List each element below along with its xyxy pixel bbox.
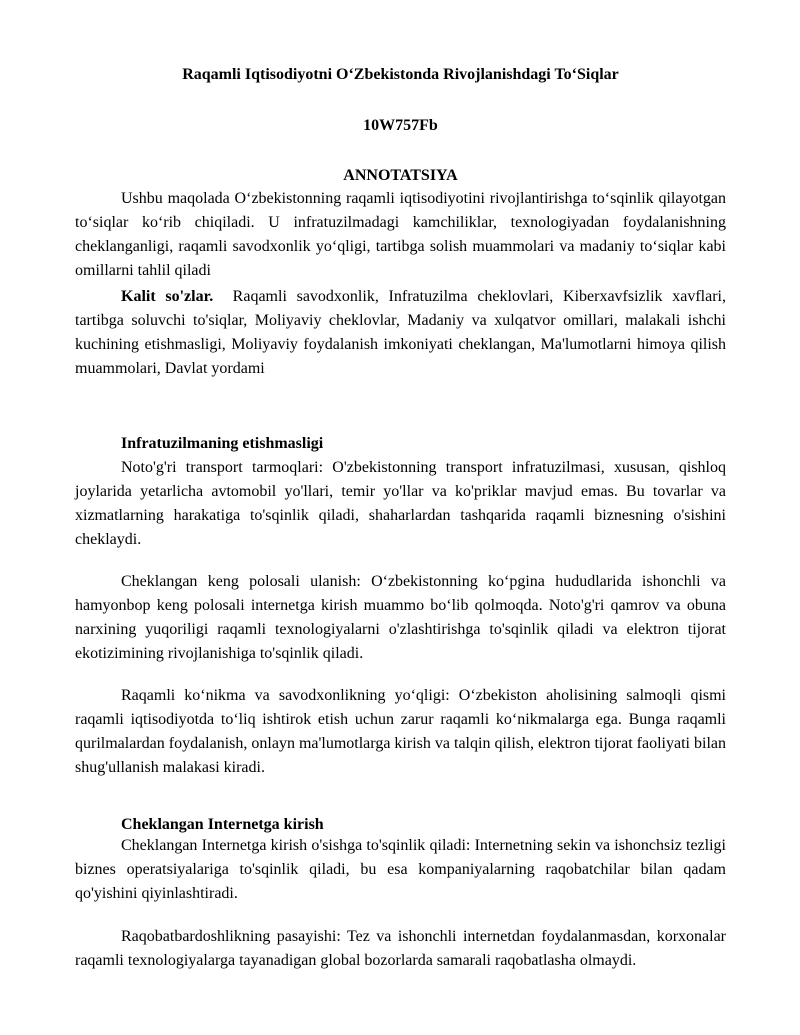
annotation-heading: ANNOTATSIYA xyxy=(343,167,458,184)
section2-paragraph: Cheklangan Internetga kirish o'sishga to'sqinlik qiladi: Internetning sekin va ishonchsiz tezligi biznes operatsiyalariga to'sqinlik qiladi, bu esa kompaniyalarning raqobatchilar bilan qadam qo'yishini qiyinlashtiradi. xyxy=(75,837,726,903)
annotation-paragraph: Ushbu maqolada O‘zbekistonning raqamli iqtisodiyotini rivojlantirishga to‘sqinlik qilayotgan to‘siqlar ko‘rib chiqiladi. U infratuzilmadagi kamchiliklar, texnologiyadan foydalanishning cheklanganligi, raqamli savodxonlik yo‘qligi, tartibga solish muammolari va madaniy to‘siqlar kabi omillarni tahlil qiladi xyxy=(75,190,726,280)
section1-paragraph: Raqamli ko‘nikma va savodxonlikning yo‘qligi: O‘zbekiston aholisining salmoqli qismi raqamli iqtisodiyotda to‘liq ishtirok etish uchun zarur raqamli ko‘nikmalarga ega. Bunga raqamli qurilmalardan foydalanish, onlayn ma'lumotlarga kirish va talqin qilish, elektron tijorat faoliyati bilan shug'ullanish malakasi kiradi. xyxy=(75,687,726,777)
section-heading-infrastructure: Infratuzilmaning etishmasligi xyxy=(121,435,324,452)
keywords-text: Raqamli savodxonlik, Infratuzilma cheklovlari, Kiberxavfsizlik xavflari, tartibga soluvchi to'siqlar, Moliyaviy cheklovlar, Madaniy va xulqatvor omillari, malakali ishchi kuchining etishmasligi, Moliyaviy foydalanish imkoniyati cheklangan, Ma'lumotlarni himoya qilish muammolari, Davlat yordami xyxy=(75,288,726,378)
section-heading-internet: Cheklangan Internetga kirish xyxy=(121,816,324,833)
section1-paragraph: Cheklangan keng polosali ulanish: O‘zbekistonning ko‘pgina hududlarida ishonchli va hamyonbop keng polosali internetga kirish muammo bo‘lib qolmoqda. Noto'g'ri qamrov va obuna narxining yuqoriligi raqamli texnologiyalarni o'zlashtirishga to'sqinlik qiladi va elektron tijorat ekotizimining rivojlanishiga to'sqinlik qiladi. xyxy=(75,573,726,663)
document-title: Raqamli Iqtisodiyotni O‘Zbekistonda Rivojlanishdagi To‘Siqlar xyxy=(182,66,619,83)
document-code: 10W757Fb xyxy=(363,117,438,134)
section2-paragraph: Raqobatbardoshlikning pasayishi: Tez va ishonchli internetdan foydalanmasdan, korxonalar raqamli texnologiyalarga tayanadigan global bozorlarda samarali raqobatlasha olmaydi. xyxy=(75,928,726,970)
keywords-paragraph xyxy=(75,285,726,381)
keywords-label: Kalit so'zlar. xyxy=(121,288,214,305)
section1-paragraph: Noto'g'ri transport tarmoqlari: O'zbekistonning transport infratuzilmasi, xususan, qishloq joylarida yetarlicha avtomobil yo'llari, temir yo'llar va ko'priklar mavjud emas. Bu tovarlar va xizmatlarning harakatiga to'sqinlik qiladi, shaharlardan tashqarida raqamli biznesning o'sishini cheklaydi. xyxy=(75,459,726,549)
